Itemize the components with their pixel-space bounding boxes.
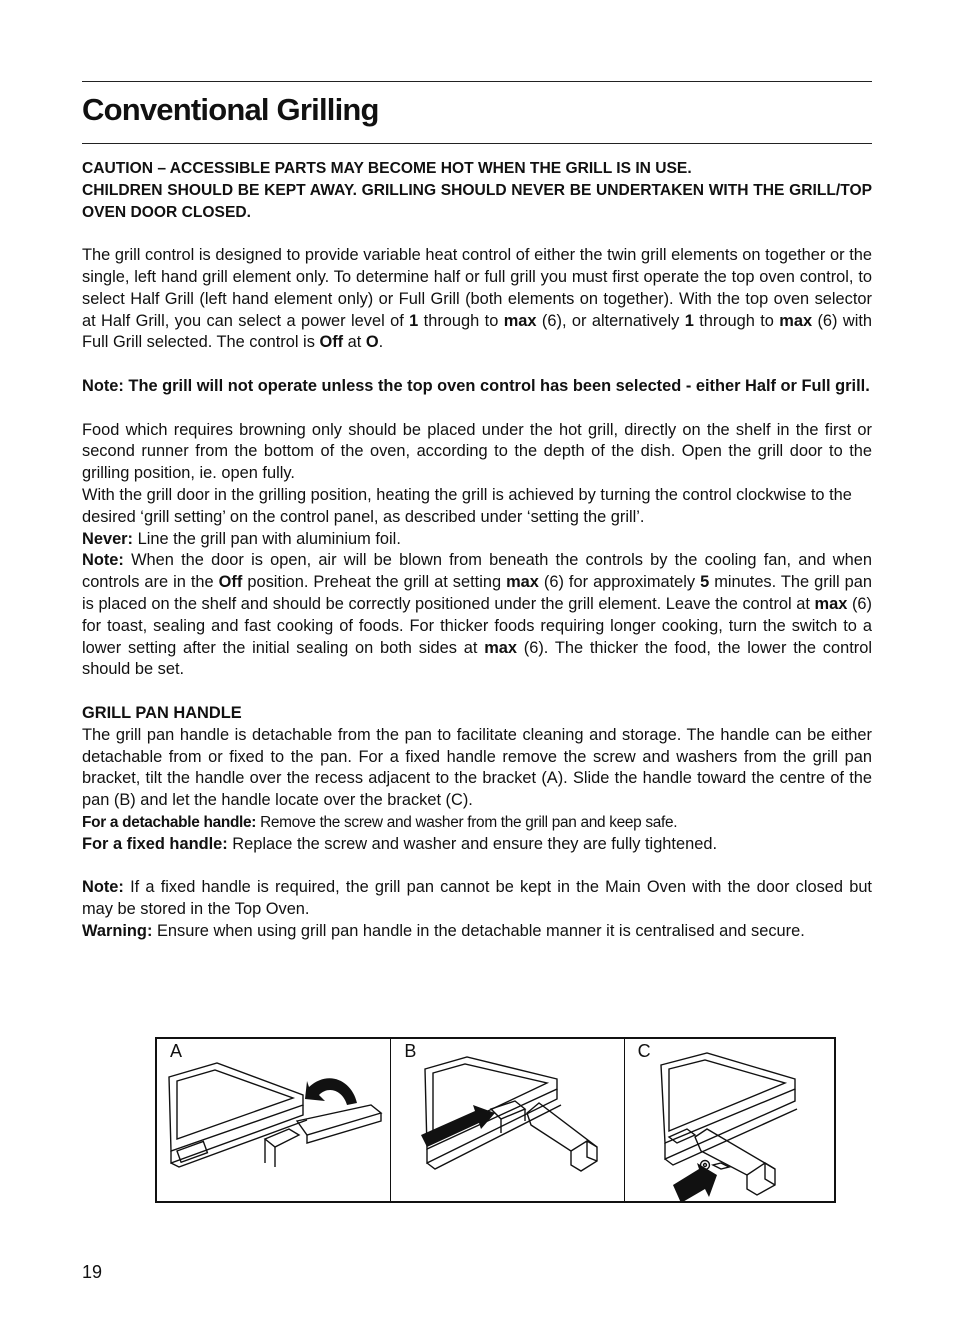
page-number: 19 bbox=[82, 1262, 103, 1282]
warning-line: Warning: Ensure when using grill pan handle in the detachable manner it is centralised and secure. bbox=[82, 921, 805, 940]
grill-setting-paragraph: With the grill door in the grilling position, heating the grill is achieved by turning the control clockwise to the desired ‘grill setting’ on the control panel, as described under ‘setting the grill’. bbox=[82, 485, 852, 526]
browning-paragraph: Food which requires browning only should be placed under the hot grill, directly on the shelf in the first or second runner from the bottom of the oven, according to the depth of the dish. Open the grill door to the grilling position, ie. open fully. bbox=[82, 420, 872, 483]
caution-line-1: CAUTION – ACCESSIBLE PARTS MAY BECOME HOT WHEN THE GRILL IS IN USE. bbox=[82, 160, 692, 177]
grill-pan-handle-heading: GRILL PAN HANDLE bbox=[82, 703, 242, 722]
page-title: Conventional Grilling bbox=[82, 92, 379, 127]
intro-paragraph: The grill control is designed to provide variable heat control of either the twin grill elements on together or the single, left hand grill element only. To determine half or full grill you must first operate the top oven control, to select Half Grill (left hand element only) or Full Grill (both elements on together). With the top oven selector at Half Grill, you can select a power level of 1 through to max (6), or alternatively 1 through to max (6) with Full Grill selected. The control is Off at O. bbox=[82, 246, 873, 352]
handle-illustrations bbox=[155, 1037, 836, 1203]
preheat-note: Note: When the door is open, air will be blown from beneath the controls by the cooling fan, and when controls are in the Off position. Preheat the grill at setting max (6) for approximately 5 minutes. The grill pan is placed on the shelf and should be correctly positioned under the grill element. Leave the control at max (6) for toast, sealing and fast cooking of foods. For thicker foods requiring longer cooking, turn the switch to a lower setting after the initial sealing on both sides at max (6). The thicker the food, the lower the control should be set. bbox=[82, 551, 872, 679]
figure-panel-a bbox=[157, 1039, 390, 1201]
storage-note: Note: If a fixed handle is required, the grill pan cannot be kept in the Main Oven with the door closed but may be stored in the Top Oven. bbox=[82, 878, 872, 919]
handle-paragraph: The grill pan handle is detachable from the pan to facilitate cleaning and storage. The handle can be either detachable from or fixed to the pan. For a fixed handle remove the screw and washers from the grill pan bracket, tilt the handle over the recess adjacent to the bracket (A). Slide the handle toward the centre of the pan (B) and let the handle locate over the bracket (C). bbox=[82, 725, 872, 810]
figure-panel-b bbox=[390, 1039, 623, 1201]
figure-label-a: A bbox=[170, 1041, 183, 1061]
grill-operation-note: Note: The grill will not operate unless the top oven control has been selected - either Half or Full grill. bbox=[82, 376, 870, 395]
grill-pan-slide-illustration bbox=[391, 1039, 624, 1201]
figure-label-c: C bbox=[637, 1041, 651, 1061]
never-line: Never: Line the grill pan with aluminium foil. bbox=[82, 529, 401, 548]
screw-arrow-icon bbox=[673, 1163, 717, 1201]
tilt-arrow-icon bbox=[305, 1078, 357, 1105]
slide-arrow-icon bbox=[421, 1105, 495, 1147]
page-content bbox=[82, 158, 872, 943]
figure-panel-c bbox=[624, 1039, 834, 1201]
top-rule bbox=[82, 81, 872, 82]
fixed-handle-line: For a fixed handle: Replace the screw and washer and ensure they are fully tightened. bbox=[82, 834, 717, 853]
grill-pan-fixed-illustration bbox=[625, 1039, 835, 1201]
detachable-handle-line: For a detachable handle: Remove the screw and washer from the grill pan and keep safe. bbox=[82, 813, 678, 831]
title-rule bbox=[82, 143, 872, 144]
caution-line-2: CHILDREN SHOULD BE KEPT AWAY. GRILLING SHOULD NEVER BE UNDERTAKEN WITH THE GRILL/TOP OVEN DOOR CLOSED. bbox=[82, 181, 872, 221]
grill-pan-tilt-illustration bbox=[157, 1039, 391, 1201]
figure-label-b: B bbox=[404, 1041, 417, 1061]
